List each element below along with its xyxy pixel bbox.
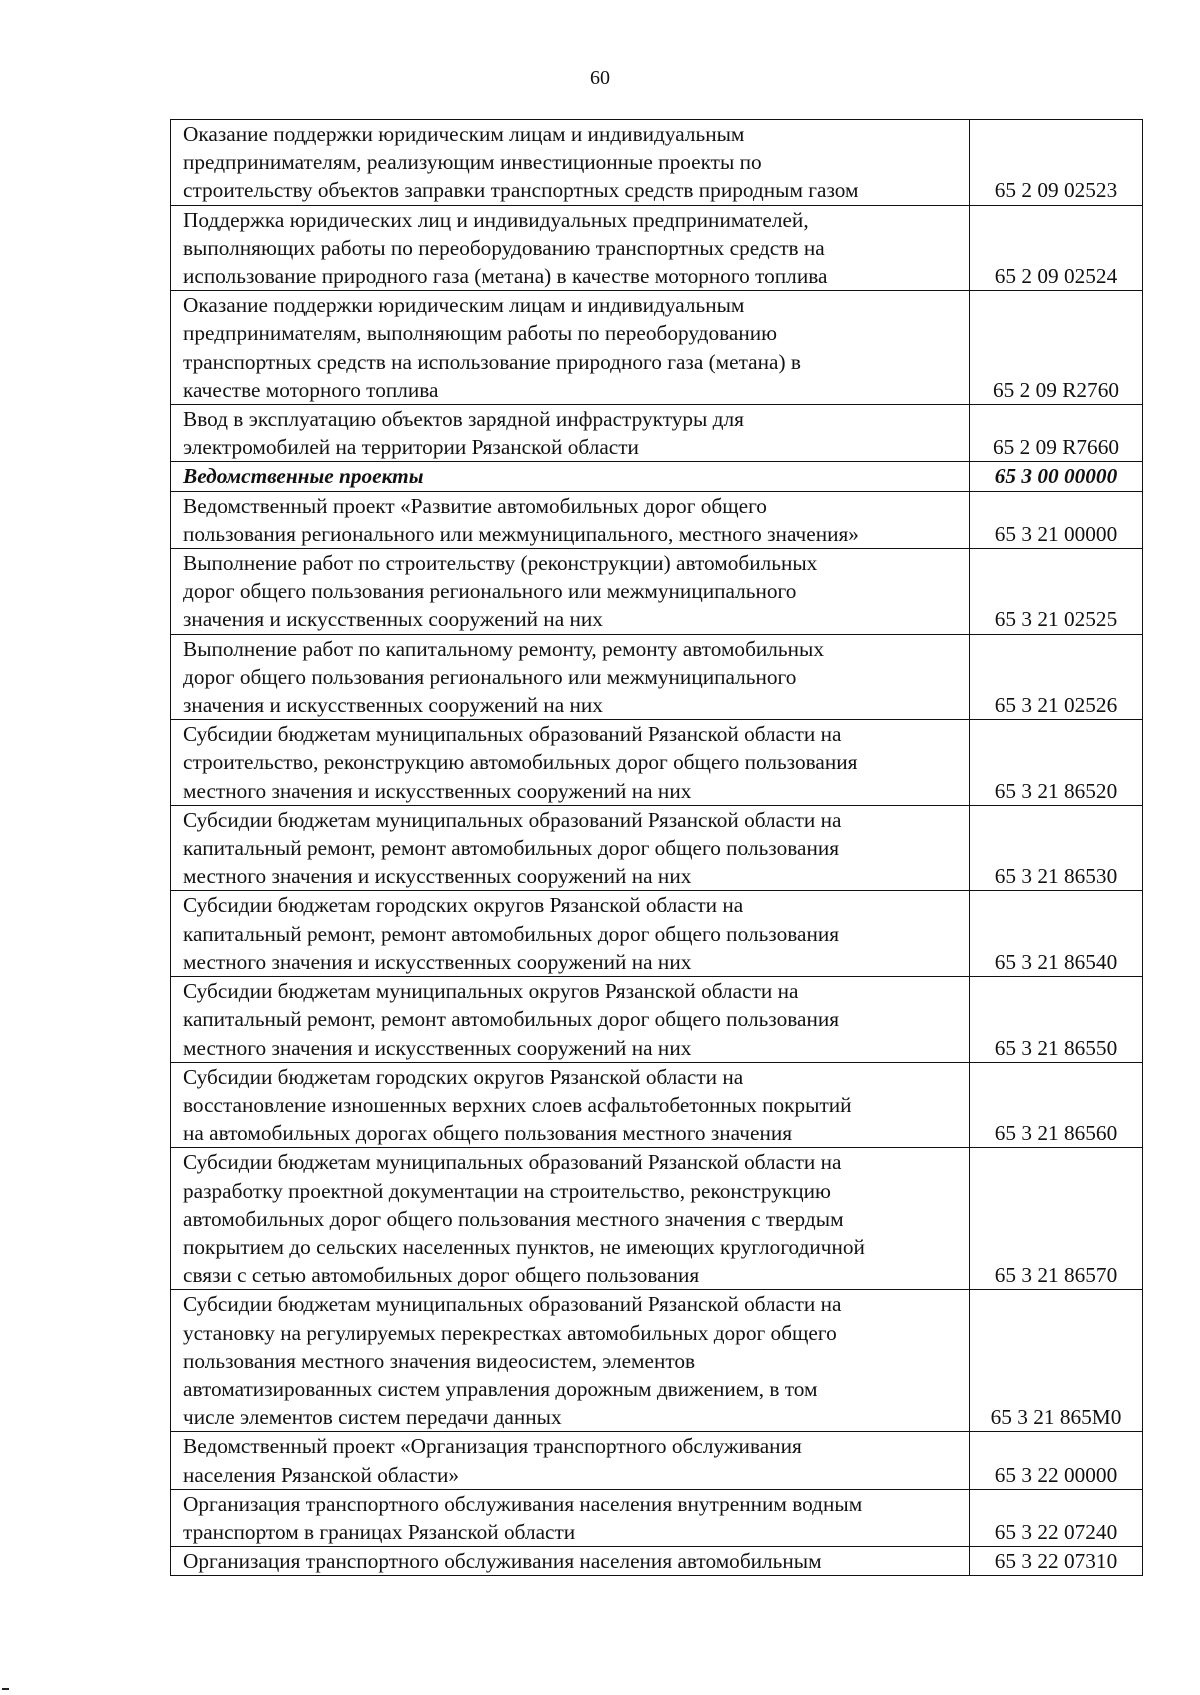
- table-row: [171, 720, 1143, 806]
- page-number: 60: [590, 67, 610, 89]
- table-row: [171, 1432, 1143, 1489]
- row-description: Выполнение работ по капитальному ремонту, ремонту автомобильных дорог общего пользования регионального или межмуниципального значения и искусственных сооружений на них: [171, 634, 970, 720]
- row-code: 65 3 21 86550: [970, 977, 1143, 1063]
- row-description: Субсидии бюджетам муниципальных образований Рязанской области на установку на регулируемых перекрестках автомобильных дорог общего пользования местного значения видеосистем, элементов автоматизированных систем управления дорожным движением, в том числе элементов систем передачи данных: [171, 1290, 970, 1432]
- row-description: Ведомственные проекты: [171, 462, 970, 491]
- row-description: Оказание поддержки юридическим лицам и индивидуальным предпринимателям, выполняющим работы по переоборудованию транспортных средств на использование природного газа (метана) в качестве моторного топлива: [171, 291, 970, 405]
- row-description: Ведомственный проект «Развитие автомобильных дорог общего пользования регионального или межмуниципального, местного значения»: [171, 491, 970, 548]
- row-code: 65 2 09 02524: [970, 205, 1143, 291]
- row-description: Субсидии бюджетам городских округов Рязанской области на восстановление изношенных верхних слоев асфальтобетонных покрытий на автомобильных дорогах общего пользования местного значения: [171, 1062, 970, 1148]
- table-row: [171, 205, 1143, 291]
- row-code: 65 3 21 02525: [970, 549, 1143, 635]
- table-row: [171, 1290, 1143, 1432]
- scan-edge-mark: [2, 1688, 9, 1690]
- row-code: 65 2 09 02523: [970, 120, 1143, 206]
- table-row: [171, 977, 1143, 1063]
- table-row: [171, 405, 1143, 462]
- row-description: Ведомственный проект «Организация транспортного обслуживания населения Рязанской области»: [171, 1432, 970, 1489]
- section-header-row: [171, 462, 1143, 491]
- row-description: Субсидии бюджетам муниципальных образований Рязанской области на строительство, реконструкцию автомобильных дорог общего пользования местного значения и искусственных сооружений на них: [171, 720, 970, 806]
- budget-classification-table: [170, 119, 1143, 1576]
- row-code: 65 3 22 07310: [970, 1547, 1143, 1576]
- row-code: 65 3 21 86570: [970, 1148, 1143, 1290]
- row-description: Субсидии бюджетам городских округов Рязанской области на капитальный ремонт, ремонт автомобильных дорог общего пользования местного значения и искусственных сооружений на них: [171, 891, 970, 977]
- table-row: [171, 1148, 1143, 1290]
- table-row: [171, 634, 1143, 720]
- table-body: [171, 120, 1143, 1576]
- table-row: [171, 549, 1143, 635]
- row-description: Организация транспортного обслуживания населения автомобильным: [171, 1547, 970, 1576]
- row-code: 65 3 22 07240: [970, 1489, 1143, 1546]
- row-description: Ввод в эксплуатацию объектов зарядной инфраструктуры для электромобилей на территории Рязанской области: [171, 405, 970, 462]
- row-code: 65 2 09 R2760: [970, 291, 1143, 405]
- row-code: 65 3 00 00000: [970, 462, 1143, 491]
- row-code: 65 2 09 R7660: [970, 405, 1143, 462]
- row-code: 65 3 21 86560: [970, 1062, 1143, 1148]
- table-row: [171, 1489, 1143, 1546]
- row-description: Субсидии бюджетам муниципальных округов Рязанской области на капитальный ремонт, ремонт автомобильных дорог общего пользования местного значения и искусственных сооружений на них: [171, 977, 970, 1063]
- row-code: 65 3 21 00000: [970, 491, 1143, 548]
- table-row: [171, 891, 1143, 977]
- table-row: [171, 291, 1143, 405]
- table-row: [171, 805, 1143, 891]
- row-code: 65 3 21 86530: [970, 805, 1143, 891]
- row-description: Выполнение работ по строительству (реконструкции) автомобильных дорог общего пользования регионального или межмуниципального значения и искусственных сооружений на них: [171, 549, 970, 635]
- table-row: [171, 491, 1143, 548]
- row-code: 65 3 21 02526: [970, 634, 1143, 720]
- row-code: 65 3 21 86520: [970, 720, 1143, 806]
- row-description: Субсидии бюджетам муниципальных образований Рязанской области на капитальный ремонт, ремонт автомобильных дорог общего пользования местного значения и искусственных сооружений на них: [171, 805, 970, 891]
- row-description: Оказание поддержки юридическим лицам и индивидуальным предпринимателям, реализующим инвестиционные проекты по строительству объектов заправки транспортных средств природным газом: [171, 120, 970, 206]
- table-row: [171, 120, 1143, 206]
- row-description: Субсидии бюджетам муниципальных образований Рязанской области на разработку проектной документации на строительство, реконструкцию автомобильных дорог общего пользования местного значения с твердым покрытием до сельских населенных пунктов, не имеющих круглогодичной связи с сетью автомобильных дорог общего пользования: [171, 1148, 970, 1290]
- row-description: Поддержка юридических лиц и индивидуальных предпринимателей, выполняющих работы по переоборудованию транспортных средств на использование природного газа (метана) в качестве моторного топлива: [171, 205, 970, 291]
- row-code: 65 3 22 00000: [970, 1432, 1143, 1489]
- row-code: 65 3 21 865M0: [970, 1290, 1143, 1432]
- table-row: [171, 1062, 1143, 1148]
- row-code: 65 3 21 86540: [970, 891, 1143, 977]
- table-row: [171, 1547, 1143, 1576]
- row-description: Организация транспортного обслуживания населения внутренним водным транспортом в границах Рязанской области: [171, 1489, 970, 1546]
